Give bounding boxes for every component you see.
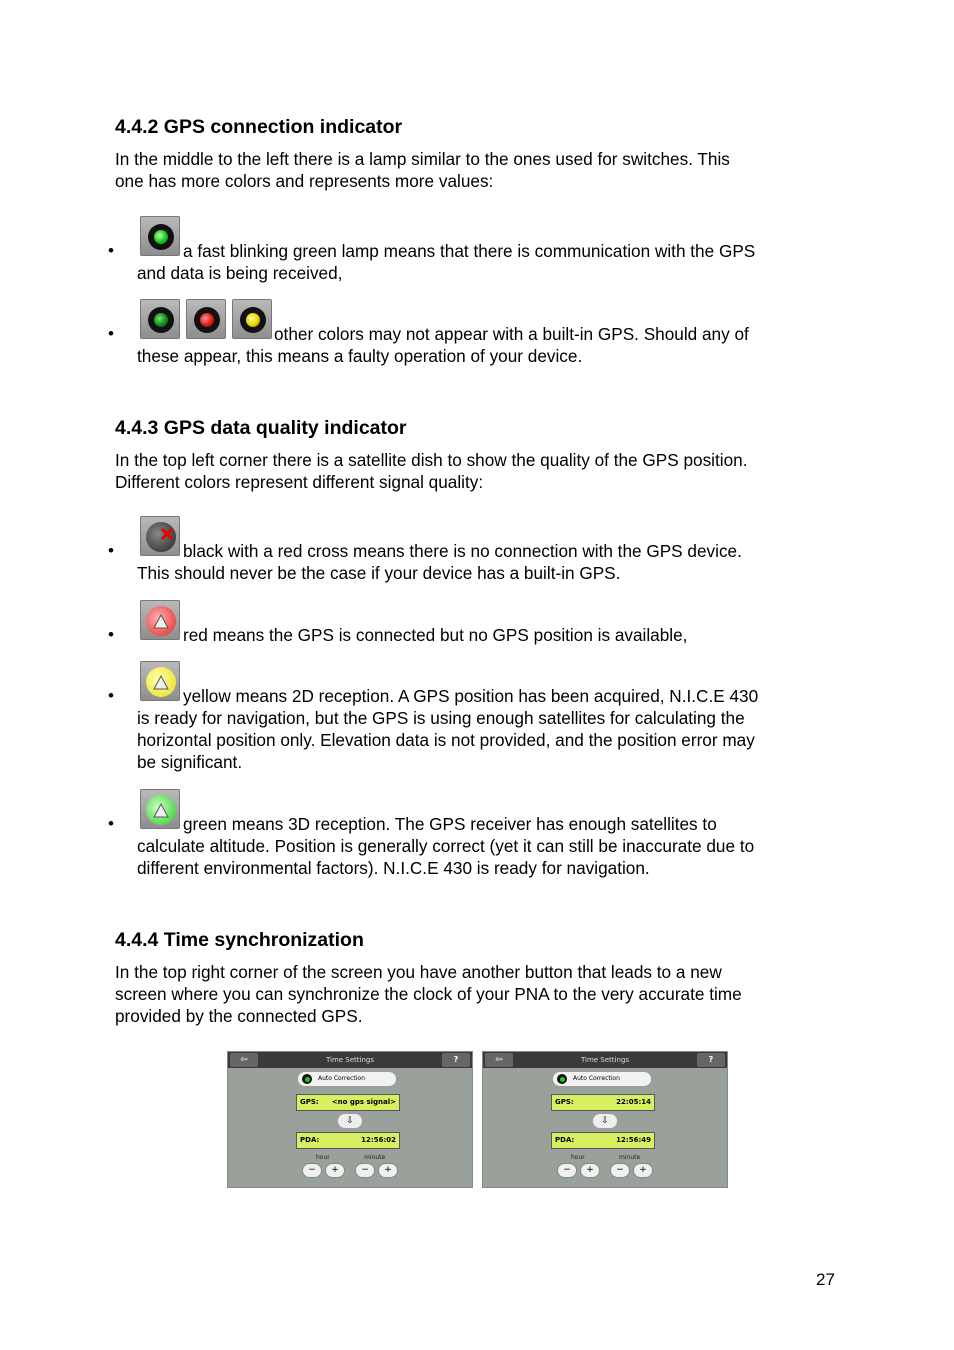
status-lamp-icon: [302, 1074, 312, 1084]
paragraph-line: one has more colors and represents more values:: [115, 171, 494, 191]
list-item: other colors may not appear with a built-in GPS. Should any of these appear, this means a faulty operation of your device.: [137, 324, 749, 366]
help-button[interactable]: ?: [697, 1053, 725, 1067]
minute-label: minute: [364, 1154, 386, 1161]
hour-minus-button[interactable]: −: [302, 1163, 322, 1178]
paragraph-line: provided by the connected GPS.: [115, 1006, 363, 1026]
minute-plus-button[interactable]: +: [633, 1163, 653, 1178]
minute-minus-button[interactable]: −: [610, 1163, 630, 1178]
hour-plus-button[interactable]: +: [580, 1163, 600, 1178]
auto-correction-toggle[interactable]: Auto Correction: [298, 1072, 396, 1086]
hour-label: hour: [316, 1154, 330, 1161]
copy-down-arrow-icon[interactable]: ⇩: [338, 1114, 362, 1128]
bullet: •: [108, 324, 114, 343]
pda-time-field: PDA: 12:56:02: [296, 1132, 400, 1149]
paragraph-gps-quality: [115, 449, 839, 493]
section-heading-gps-connection: 4.4.2 GPS connection indicator: [115, 116, 403, 138]
list-item: a fast blinking green lamp means that there is communication with the GPS and data is being received,: [137, 241, 756, 283]
hour-minus-button[interactable]: −: [557, 1163, 577, 1178]
screen-title: Time Settings: [483, 1052, 727, 1068]
list-item: red means the GPS is connected but no GPS position is available,: [183, 625, 688, 645]
paragraph-time-sync: [115, 961, 839, 1027]
screen-title: Time Settings: [228, 1052, 472, 1068]
auto-correction-toggle[interactable]: Auto Correction: [553, 1072, 651, 1086]
gps-time-field: GPS: <no gps signal>: [296, 1094, 400, 1111]
paragraph-line: Different colors represent different signal quality:: [115, 472, 484, 492]
section-heading-gps-quality: 4.4.3 GPS data quality indicator: [115, 417, 407, 439]
help-button[interactable]: ?: [442, 1053, 470, 1067]
section-heading-time-sync: 4.4.4 Time synchronization: [115, 929, 364, 951]
hour-label: hour: [571, 1154, 585, 1161]
paragraph-line: screen where you can synchronize the clock of your PNA to the very accurate time: [115, 984, 742, 1004]
gps-time-field: GPS: 22:05:14: [551, 1094, 655, 1111]
bullet: •: [108, 541, 114, 560]
bullet: •: [108, 814, 114, 833]
paragraph-line: In the top left corner there is a satellite dish to show the quality of the GPS position.: [115, 450, 748, 470]
back-arrow-icon[interactable]: ⇦: [230, 1053, 258, 1067]
list-item: green means 3D reception. The GPS receiver has enough satellites to calculate altitude. Position is generally correct (yet it can still be inaccurate due to different environmental factors). N.I.C.E 430 is ready for navigation.: [137, 814, 755, 878]
time-settings-screenshot-no-signal: [227, 1051, 473, 1188]
bullet: •: [108, 686, 114, 705]
bullet: •: [108, 625, 114, 644]
paragraph-line: In the middle to the left there is a lamp similar to the ones used for switches. This: [115, 149, 730, 169]
copy-down-arrow-icon[interactable]: ⇩: [593, 1114, 617, 1128]
back-arrow-icon[interactable]: ⇦: [485, 1053, 513, 1067]
minute-plus-button[interactable]: +: [378, 1163, 398, 1178]
minute-label: minute: [619, 1154, 641, 1161]
status-lamp-icon: [557, 1074, 567, 1084]
hour-plus-button[interactable]: +: [325, 1163, 345, 1178]
minute-minus-button[interactable]: −: [355, 1163, 375, 1178]
paragraph-gps-connection: [115, 148, 839, 192]
pda-time-field: PDA: 12:56:49: [551, 1132, 655, 1149]
paragraph-line: In the top right corner of the screen you have another button that leads to a new: [115, 962, 722, 982]
bullet: •: [108, 241, 114, 260]
list-item: yellow means 2D reception. A GPS position has been acquired, N.I.C.E 430 is ready for navigation, but the GPS is using enough satellites for calculating the horizontal position only. Elevation data is not provided, and the position error may be significant.: [137, 686, 759, 772]
list-item: black with a red cross means there is no connection with the GPS device. This should never be the case if your device has a built-in GPS.: [137, 541, 742, 583]
time-settings-screenshot-with-signal: [482, 1051, 728, 1188]
page-number: 27: [816, 1270, 835, 1289]
